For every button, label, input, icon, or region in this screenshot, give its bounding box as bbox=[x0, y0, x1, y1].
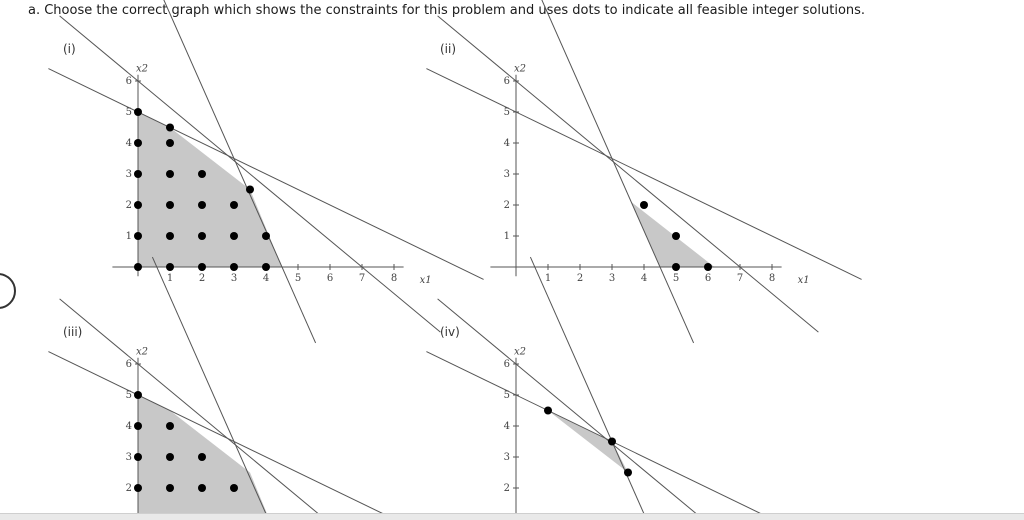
x-tick-label: 7 bbox=[736, 273, 744, 284]
y-axis-label: x2 bbox=[136, 63, 149, 75]
x-tick-label: 3 bbox=[608, 273, 616, 284]
solution-dot bbox=[134, 170, 142, 178]
solution-dot bbox=[672, 263, 680, 271]
x-tick-label: 2 bbox=[198, 273, 206, 284]
solution-dot bbox=[166, 124, 174, 132]
solution-dot bbox=[246, 186, 254, 194]
constraint-line bbox=[60, 16, 441, 332]
x-tick-label: 4 bbox=[640, 273, 648, 284]
y-tick-label: 6 bbox=[125, 359, 132, 370]
y-tick-label: 2 bbox=[503, 483, 510, 494]
y-tick-label: 1 bbox=[125, 231, 132, 242]
solution-dot bbox=[230, 263, 238, 271]
solution-dot bbox=[198, 453, 206, 461]
solution-dot bbox=[134, 263, 142, 271]
solution-dot bbox=[166, 263, 174, 271]
y-tick-label: 6 bbox=[125, 76, 132, 87]
solution-dot bbox=[166, 201, 174, 209]
solution-dot bbox=[262, 263, 270, 271]
solution-dot bbox=[230, 232, 238, 240]
solution-dot bbox=[704, 263, 712, 271]
x-axis-label: x1 bbox=[797, 275, 810, 286]
solution-dot bbox=[134, 139, 142, 147]
constraint-line bbox=[426, 69, 861, 280]
graph-i[interactable] bbox=[100, 55, 432, 295]
solution-dot bbox=[134, 201, 142, 209]
constraint-line bbox=[530, 0, 693, 343]
y-tick-label: 3 bbox=[125, 452, 132, 463]
graph-label-iii: (iii) bbox=[63, 325, 83, 339]
solution-dot bbox=[608, 438, 616, 446]
x-tick-label: 3 bbox=[230, 273, 238, 284]
y-tick-label: 6 bbox=[503, 359, 510, 370]
solution-dot bbox=[198, 201, 206, 209]
y-tick-label: 5 bbox=[125, 390, 132, 401]
solution-dot bbox=[262, 232, 270, 240]
x-tick-label: 5 bbox=[294, 273, 302, 284]
y-tick-label: 2 bbox=[503, 200, 510, 211]
x-tick-label: 8 bbox=[390, 273, 398, 284]
x-axis-label: x1 bbox=[419, 275, 432, 286]
x-tick-label: 7 bbox=[358, 273, 366, 284]
y-axis-label: x2 bbox=[136, 346, 149, 358]
solution-dot bbox=[134, 391, 142, 399]
solution-dot bbox=[198, 232, 206, 240]
constraint-line bbox=[426, 352, 861, 520]
graph-label-iv: (iv) bbox=[440, 325, 460, 339]
solution-dot bbox=[672, 232, 680, 240]
solution-dot bbox=[134, 484, 142, 492]
solution-dot bbox=[230, 484, 238, 492]
y-tick-label: 3 bbox=[125, 169, 132, 180]
y-tick-label: 6 bbox=[503, 76, 510, 87]
x-tick-label: 1 bbox=[166, 273, 174, 284]
x-tick-label: 6 bbox=[704, 273, 712, 284]
y-tick-label: 1 bbox=[503, 231, 510, 242]
x-tick-label: 4 bbox=[262, 273, 270, 284]
solution-dot bbox=[198, 170, 206, 178]
solution-dot bbox=[166, 453, 174, 461]
y-tick-label: 2 bbox=[125, 200, 132, 211]
bottom-scroll-edge bbox=[0, 513, 1024, 520]
solution-dot bbox=[166, 232, 174, 240]
y-tick-label: 4 bbox=[125, 138, 132, 149]
solution-dot bbox=[198, 484, 206, 492]
y-tick-label: 4 bbox=[125, 421, 132, 432]
y-axis-label: x2 bbox=[514, 346, 527, 358]
y-axis-label: x2 bbox=[514, 63, 527, 75]
y-tick-label: 4 bbox=[503, 138, 510, 149]
graph-iv[interactable] bbox=[478, 338, 798, 513]
solution-dot bbox=[198, 263, 206, 271]
solution-dot bbox=[134, 232, 142, 240]
solution-dot bbox=[624, 469, 632, 477]
graph-ii[interactable] bbox=[478, 55, 810, 295]
x-tick-label: 8 bbox=[768, 273, 776, 284]
graph-label-ii: (ii) bbox=[440, 42, 457, 56]
y-tick-label: 5 bbox=[503, 390, 510, 401]
x-tick-label: 6 bbox=[326, 273, 334, 284]
solution-dot bbox=[166, 170, 174, 178]
constraint-line bbox=[438, 299, 819, 520]
graph-label-i: (i) bbox=[63, 42, 76, 56]
y-tick-label: 3 bbox=[503, 452, 510, 463]
question-text: a. Choose the correct graph which shows the constraints for this problem and uses dots to indicate all feasible integer solutions. bbox=[28, 3, 866, 18]
graph-iii[interactable] bbox=[100, 338, 420, 513]
solution-dot bbox=[166, 139, 174, 147]
constraint-line bbox=[48, 352, 483, 520]
solution-dot bbox=[166, 484, 174, 492]
feasible-region bbox=[138, 112, 282, 267]
solution-dot bbox=[544, 407, 552, 415]
solution-dot bbox=[230, 201, 238, 209]
constraint-line bbox=[438, 16, 819, 332]
solution-dot bbox=[134, 422, 142, 430]
x-tick-label: 2 bbox=[576, 273, 584, 284]
answer-radio-button[interactable] bbox=[0, 273, 16, 309]
y-tick-label: 3 bbox=[503, 169, 510, 180]
x-tick-label: 5 bbox=[672, 273, 680, 284]
y-tick-label: 5 bbox=[125, 107, 132, 118]
solution-dot bbox=[134, 108, 142, 116]
y-tick-label: 5 bbox=[503, 107, 510, 118]
solution-dot bbox=[134, 453, 142, 461]
y-tick-label: 4 bbox=[503, 421, 510, 432]
y-tick-label: 2 bbox=[125, 483, 132, 494]
x-tick-label: 1 bbox=[544, 273, 552, 284]
solution-dot bbox=[166, 422, 174, 430]
constraint-line bbox=[530, 257, 693, 520]
solution-dot bbox=[640, 201, 648, 209]
